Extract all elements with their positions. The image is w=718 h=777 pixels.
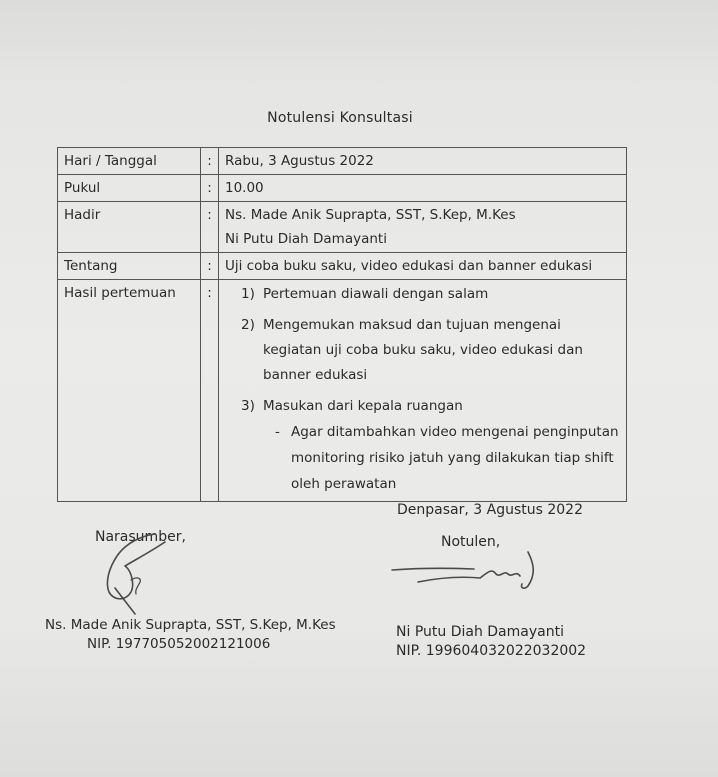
narasumber-role: Narasumber, bbox=[95, 529, 186, 545]
row-value: Rabu, 3 Agustus 2022 bbox=[219, 148, 627, 175]
row-value: Uji coba buku saku, video edukasi dan banner edukasi bbox=[219, 253, 627, 280]
row-colon: : bbox=[201, 253, 219, 280]
narasumber-nip: NIP. 197705052002121006 bbox=[87, 636, 271, 652]
attendee-2: Ni Putu Diah Damayanti bbox=[225, 231, 387, 247]
notulen-signature bbox=[388, 548, 548, 593]
narasumber-name: Ns. Made Anik Suprapta, SST, S.Kep, M.Kes bbox=[45, 617, 336, 633]
table-row bbox=[58, 280, 627, 502]
narasumber-signature bbox=[95, 530, 185, 625]
attendee-1: Ns. Made Anik Suprapta, SST, S.Kep, M.Kes bbox=[225, 207, 516, 223]
row-value: 10.00 bbox=[219, 175, 627, 202]
list-number: 3) bbox=[241, 398, 255, 414]
notulen-nip: NIP. 199604032022032002 bbox=[396, 643, 587, 659]
row-colon: : bbox=[201, 202, 219, 253]
sub-item bbox=[263, 419, 620, 497]
table-row bbox=[58, 253, 627, 280]
table-row bbox=[58, 202, 627, 253]
list-text: Mengemukan maksud dan tujuan mengenai kegiatan uji coba buku saku, video edukasi dan banner edukasi bbox=[263, 317, 583, 383]
results-list bbox=[241, 282, 620, 497]
row-label: Hadir bbox=[58, 202, 201, 253]
row-value bbox=[219, 280, 627, 502]
table-row bbox=[58, 148, 627, 175]
row-value bbox=[219, 202, 627, 253]
list-item bbox=[241, 313, 620, 388]
notulen-name: Ni Putu Diah Damayanti bbox=[396, 624, 564, 640]
list-text: Pertemuan diawali dengan salam bbox=[263, 286, 489, 302]
list-item bbox=[241, 282, 620, 307]
list-item bbox=[241, 394, 620, 497]
place-date: Denpasar, 3 Agustus 2022 bbox=[397, 502, 583, 518]
row-label: Hasil pertemuan bbox=[58, 280, 201, 502]
document-title: Notulensi Konsultasi bbox=[267, 110, 413, 126]
notulen-role: Notulen, bbox=[441, 534, 501, 550]
list-text: Masukan dari kepala ruangan bbox=[263, 398, 463, 414]
row-label: Tentang bbox=[58, 253, 201, 280]
row-colon: : bbox=[201, 175, 219, 202]
row-label: Hari / Tanggal bbox=[58, 148, 201, 175]
row-label: Pukul bbox=[58, 175, 201, 202]
row-colon: : bbox=[201, 148, 219, 175]
table-row bbox=[58, 175, 627, 202]
sub-item-text: Agar ditambahkan video mengenai penginputan monitoring risiko jatuh yang dilakukan tiap shift oleh perawatan bbox=[291, 424, 619, 492]
minutes-table bbox=[57, 147, 627, 502]
row-colon: : bbox=[201, 280, 219, 502]
sub-item-dash: - bbox=[275, 424, 280, 440]
list-number: 2) bbox=[241, 317, 255, 333]
list-number: 1) bbox=[241, 286, 255, 302]
